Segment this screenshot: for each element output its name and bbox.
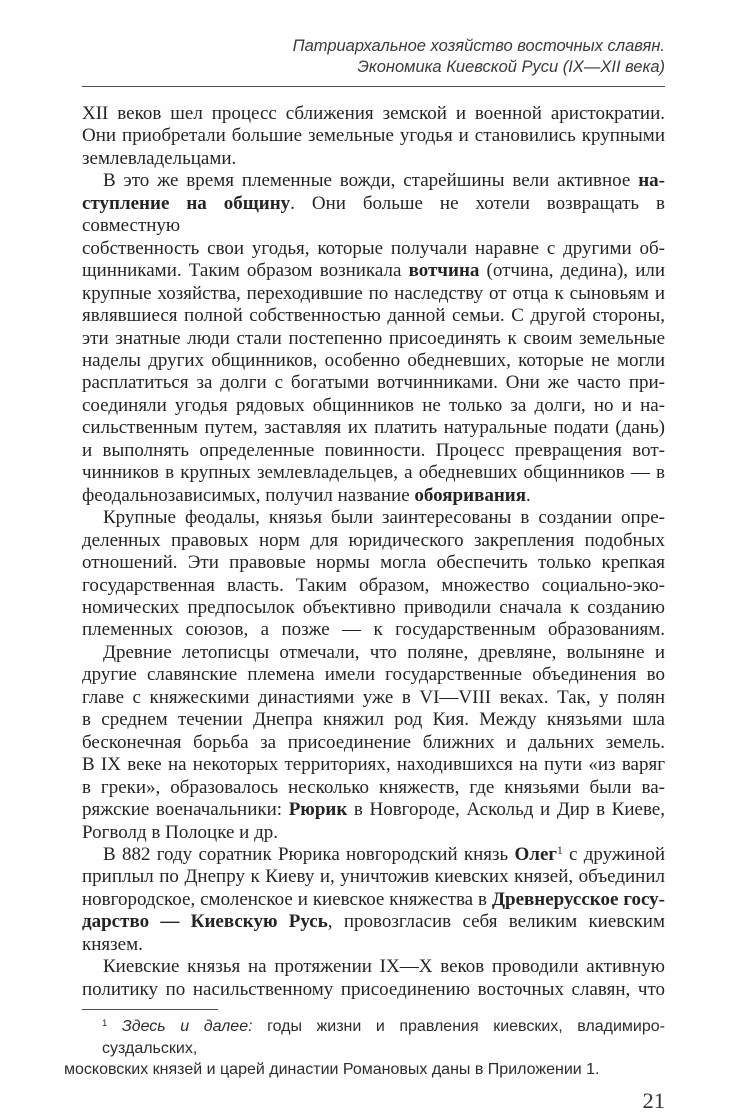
text-segment: отношений. Эти правовые нормы могла обеспечить только крепкая bbox=[82, 552, 665, 574]
text-line bbox=[82, 193, 665, 238]
text-segment: деленных правовых норм для юридического закрепления подобных bbox=[82, 529, 665, 551]
paragraph bbox=[82, 956, 665, 1001]
text-segment: главе с княжескими династиями уже в VI—VIII веках. Так, у полян bbox=[82, 686, 665, 708]
text-line bbox=[82, 866, 665, 888]
text-segment: XII веков шел процесс сближения земской и военной аристократии. bbox=[82, 103, 665, 124]
text-segment: государственная власть. Таким образом, множество социально-эко- bbox=[82, 574, 665, 596]
text-line bbox=[82, 687, 665, 709]
text-segment: соединяли угодья рядовых общинников не только за долги, но и на- bbox=[82, 394, 665, 416]
text-segment: Рогволд в Полоцке и др. bbox=[82, 821, 278, 843]
text-line bbox=[82, 148, 665, 170]
text-line bbox=[82, 125, 665, 147]
text-line bbox=[82, 260, 665, 282]
text-line bbox=[82, 619, 665, 641]
paragraph bbox=[82, 103, 665, 170]
text-segment: новгородское, смоленское и киевское княжества в bbox=[82, 888, 492, 910]
text-line bbox=[82, 732, 665, 754]
text-segment: политику по насильственному присоединению восточных славян, что bbox=[82, 978, 665, 1000]
text-segment: В IX веке на некоторых территориях, находившихся на пути «из варяг bbox=[82, 754, 665, 776]
text-segment: (отчина, дедина), или bbox=[479, 260, 666, 282]
bold-term: вотчина bbox=[408, 260, 480, 282]
body-text bbox=[82, 103, 665, 1001]
text-segment: Киевские князья на протяжении IX—X веков проводили активную bbox=[103, 956, 665, 978]
text-line bbox=[82, 530, 665, 552]
text-segment: с дружиной bbox=[562, 843, 665, 865]
text-line bbox=[82, 305, 665, 327]
text-line bbox=[82, 552, 665, 574]
bold-term: Рюрик bbox=[288, 799, 348, 821]
text-segment: . bbox=[526, 484, 531, 506]
header-rule bbox=[82, 86, 665, 87]
bold-term: ступление на общину bbox=[82, 192, 291, 214]
footnote-marker: 1 bbox=[102, 1018, 108, 1030]
text-segment: московских князей и царей династии Романовых даны в Приложении 1. bbox=[64, 1061, 600, 1079]
text-line bbox=[82, 507, 665, 529]
text-segment: Древние летописцы отмечали, что поляне, древляне, волыняне и bbox=[103, 641, 665, 663]
bold-term: обояривания bbox=[414, 484, 527, 506]
running-head-line-2: Экономика Киевской Руси (IX—XII века) bbox=[357, 57, 665, 76]
text-segment: сильственным путем, заставляя их платить натуральные подати (дань) bbox=[82, 417, 665, 439]
paragraph bbox=[82, 642, 665, 844]
text-line bbox=[82, 462, 665, 484]
text-segment: . Они больше не хотели возвращать в совместную bbox=[82, 192, 666, 237]
text-line bbox=[82, 350, 665, 372]
bold-term: на- bbox=[638, 170, 665, 192]
text-segment: годы жизни и правления киевских, владимиро-суздальских, bbox=[102, 1018, 665, 1057]
text-line bbox=[82, 844, 665, 866]
text-segment: чинников в крупных землевладельцев, а обедневших общинников — в bbox=[82, 462, 665, 484]
footnote-marker: 1 bbox=[557, 845, 563, 858]
text-line bbox=[82, 328, 665, 350]
text-line bbox=[82, 956, 665, 978]
running-head-line-1: Патриархальное хозяйство восточных славян. bbox=[292, 37, 665, 55]
text-segment: являвшиеся полной собственностью данной семьи. С другой стороны, bbox=[82, 305, 665, 327]
bold-term: Олег bbox=[514, 843, 557, 865]
text-segment: в среднем течении Днепра княжил род Кия. Между князьями шла bbox=[82, 709, 665, 731]
text-segment: В 882 году соратник Рюрика новгородский князь bbox=[103, 843, 515, 865]
text-segment: в греки», образовалось несколько княжеств, где князьями были ва- bbox=[82, 776, 665, 798]
paragraph bbox=[82, 507, 665, 642]
text-line bbox=[64, 1059, 665, 1081]
text-line bbox=[82, 575, 665, 597]
text-segment: приплыл по Днепру к Киеву и, уничтожив киевских князей, объединил bbox=[82, 866, 665, 888]
text-line bbox=[82, 754, 665, 776]
text-segment: феодальнозависимых, получил название bbox=[82, 484, 415, 506]
text-segment: землевладельцами. bbox=[82, 147, 237, 169]
text-line bbox=[82, 283, 665, 305]
text-line bbox=[82, 777, 665, 799]
text-segment: Здесь и далее: bbox=[121, 1018, 253, 1036]
text-line bbox=[82, 238, 665, 260]
text-line bbox=[82, 103, 665, 125]
paragraph bbox=[82, 844, 665, 956]
text-line bbox=[82, 440, 665, 462]
text-line bbox=[82, 597, 665, 619]
text-segment: крупные хозяйства, переходившие по наследству от отца к сыновьям и bbox=[82, 282, 665, 304]
paragraph bbox=[82, 170, 665, 507]
text-segment: , провозгласив себя великим киевским князем. bbox=[82, 911, 665, 955]
text-segment: расплатиться за долги с богатыми вотчинниками. Они же часто при- bbox=[82, 372, 665, 394]
text-segment: собственность свои угодья, которые получали наравне с другими об- bbox=[82, 237, 665, 259]
text-line bbox=[82, 799, 665, 821]
text-line bbox=[82, 979, 665, 1001]
footnote-rule bbox=[82, 1009, 218, 1010]
bold-term: Древнерусское госу- bbox=[491, 888, 665, 910]
text-segment: ряжские военачальники: bbox=[82, 799, 289, 821]
text-segment bbox=[107, 1018, 122, 1035]
text-segment: щинниками. Таким образом возникала bbox=[82, 260, 409, 282]
text-segment: в Новгороде, Аскольд и Дир в Киеве, bbox=[347, 799, 665, 821]
text-segment: Крупные феодалы, князья были заинтересованы в создании опре- bbox=[103, 507, 665, 529]
footnote bbox=[64, 1016, 665, 1081]
text-segment: В это же время племенные вожди, старейшины вели активное bbox=[103, 170, 639, 192]
text-line bbox=[82, 170, 665, 192]
text-line bbox=[82, 372, 665, 394]
text-line bbox=[82, 417, 665, 439]
text-segment: племенных союзов, а позже — к государственным образованиям. bbox=[82, 619, 665, 641]
text-line bbox=[64, 1016, 665, 1059]
text-line bbox=[82, 642, 665, 664]
text-segment: номических предпосылок объективно приводили сначала к созданию bbox=[82, 596, 665, 618]
text-line bbox=[82, 889, 665, 911]
text-line bbox=[82, 911, 665, 956]
text-segment: эти знатные люди стали постепенно присоединять к своим земельные bbox=[82, 327, 665, 349]
running-head bbox=[82, 0, 665, 77]
text-segment: и выполнять определенные повинности. Процесс превращения вот- bbox=[82, 439, 665, 461]
text-segment: наделы других общинников, особенно обедневших, которые не могли bbox=[82, 349, 665, 371]
text-line bbox=[82, 709, 665, 731]
text-line bbox=[82, 664, 665, 686]
text-segment: другие славянские племена имели государственные объединения во bbox=[82, 664, 665, 686]
text-line bbox=[82, 485, 665, 507]
text-line bbox=[82, 822, 665, 844]
text-line bbox=[82, 395, 665, 417]
text-segment: бесконечная борьба за присоединение ближних и дальних земель. bbox=[82, 731, 665, 753]
bold-term: дарство — Киевскую Русь bbox=[82, 911, 328, 933]
page-number: 21 bbox=[642, 1087, 665, 1113]
text-segment: Они приобретали большие земельные угодья и становились крупными bbox=[82, 125, 665, 147]
